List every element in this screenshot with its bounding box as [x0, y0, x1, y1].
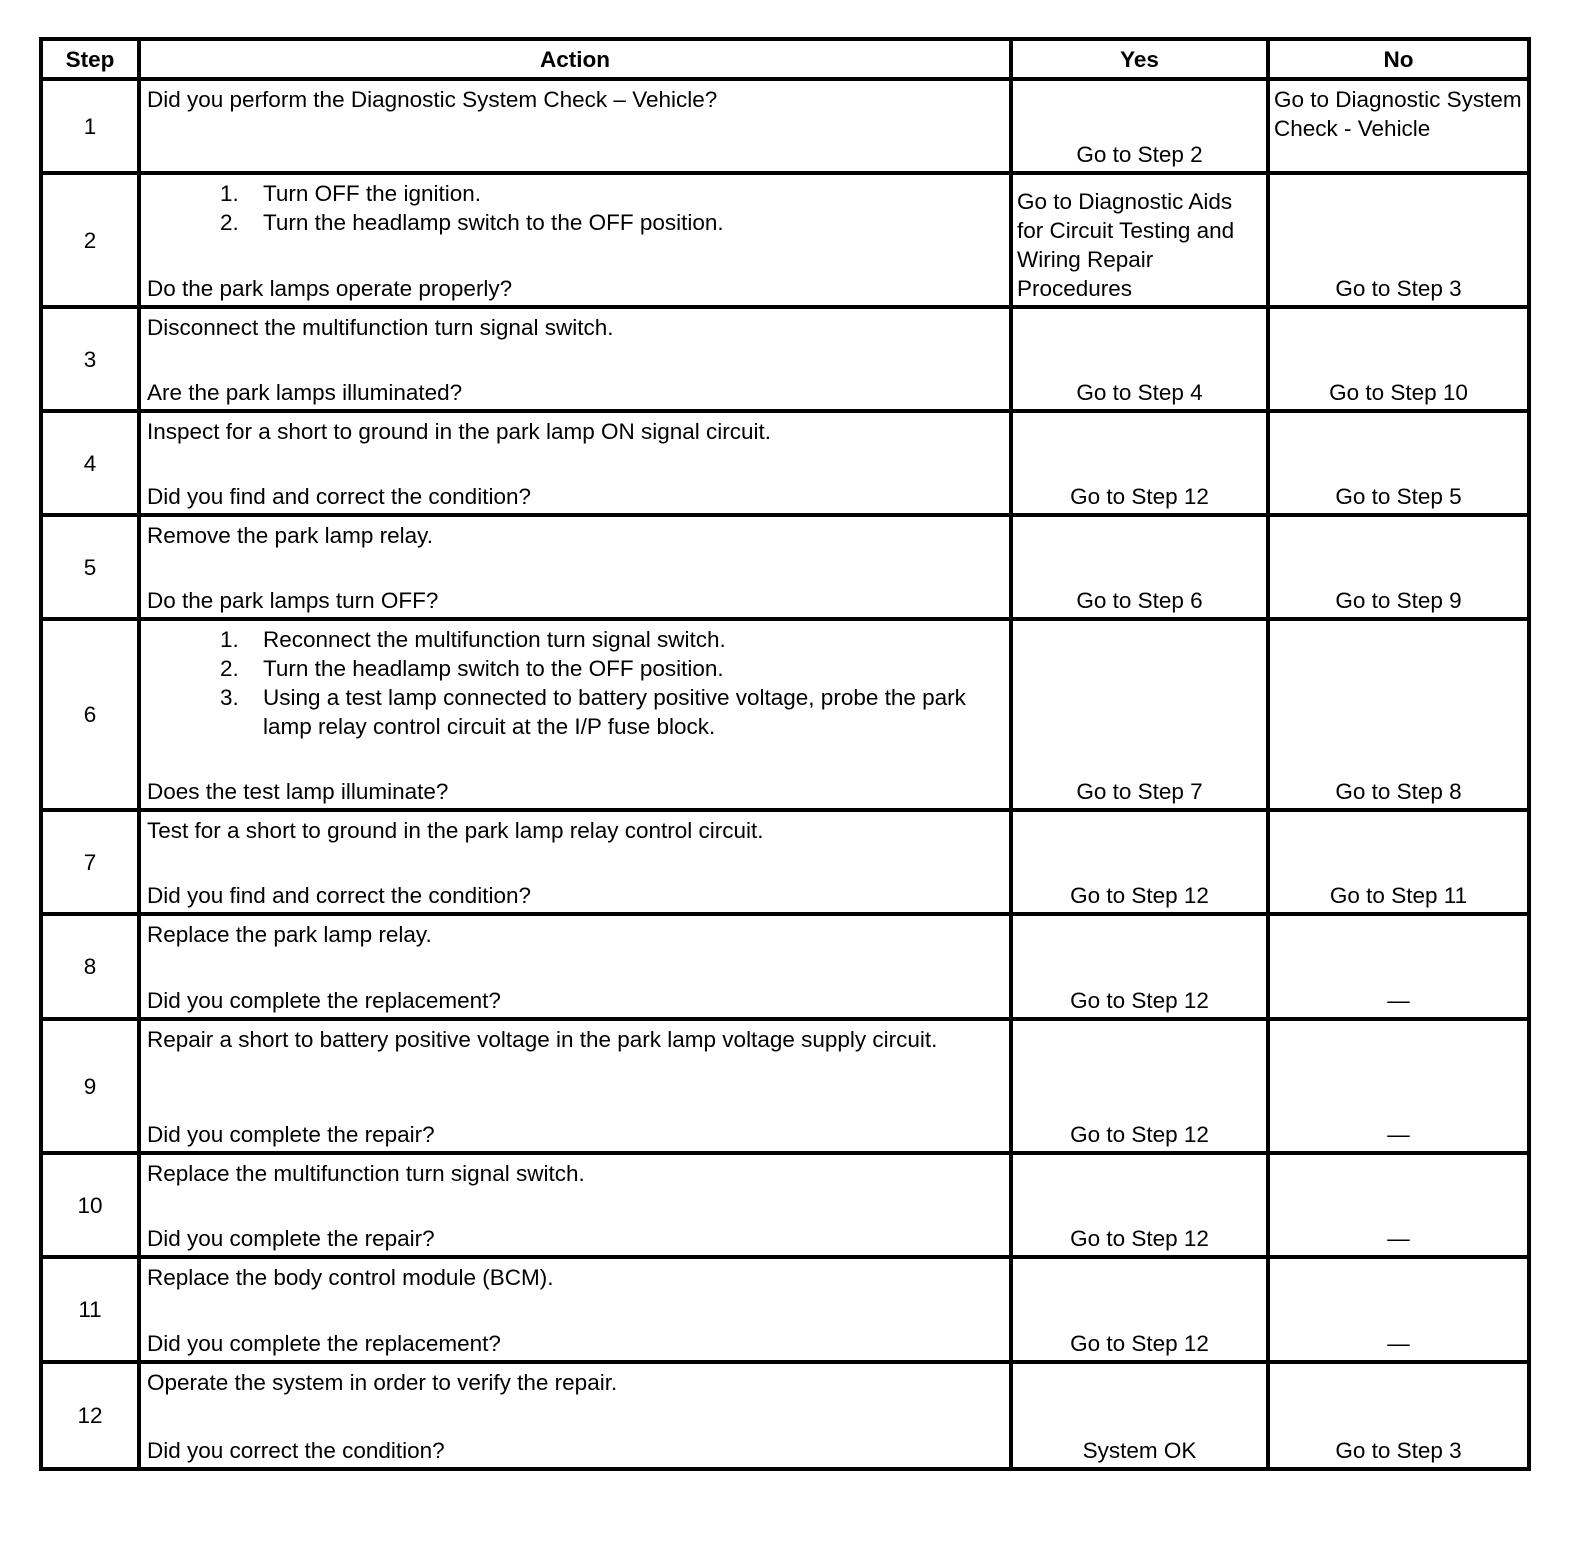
action-text: Disconnect the multifunction turn signal switch. — [147, 315, 614, 340]
action-instructions — [147, 313, 1003, 342]
table-row — [41, 1019, 1529, 1153]
action-instructions — [147, 521, 1003, 550]
no-result: Go to Step 9 — [1268, 515, 1529, 619]
step-number: 6 — [41, 619, 139, 810]
action-content — [147, 920, 1003, 1015]
action-content — [147, 313, 1003, 407]
yes-result: Go to Diagnostic Aids for Circuit Testing and Wiring Repair Procedures — [1011, 173, 1268, 307]
header-yes: Yes — [1011, 39, 1268, 79]
action-content — [147, 1025, 1003, 1149]
table-row — [41, 619, 1529, 810]
yes-result: Go to Step 12 — [1011, 914, 1268, 1019]
action-text: Test for a short to ground in the park lamp relay control circuit. — [147, 818, 764, 843]
action-cell — [139, 1019, 1011, 1153]
yes-result: Go to Step 2 — [1011, 79, 1268, 173]
action-instructions — [147, 417, 1003, 446]
step-number: 4 — [41, 411, 139, 515]
table-row — [41, 515, 1529, 619]
yes-result: Go to Step 12 — [1011, 411, 1268, 515]
action-question: Did you complete the repair? — [147, 1226, 435, 1251]
action-content — [147, 521, 1003, 615]
step-number: 8 — [41, 914, 139, 1019]
action-instructions — [147, 920, 1003, 949]
action-content — [147, 1263, 1003, 1358]
no-result: Go to Step 8 — [1268, 619, 1529, 810]
action-step-item: 2. Turn the headlamp switch to the OFF position. — [245, 654, 1003, 683]
action-text: Operate the system in order to verify the repair. — [147, 1370, 618, 1395]
action-question: Are the park lamps illuminated? — [147, 380, 463, 405]
action-step-item: 2. Turn the headlamp switch to the OFF position. — [245, 208, 1003, 237]
action-content — [147, 85, 1003, 169]
action-question: Do the park lamps operate properly? — [147, 276, 513, 301]
step-number: 2 — [41, 173, 139, 307]
action-instructions — [147, 1159, 1003, 1188]
action-content — [147, 417, 1003, 511]
action-question: Did you find and correct the condition? — [147, 484, 531, 509]
header-no: No — [1268, 39, 1529, 79]
no-result: — — [1268, 1019, 1529, 1153]
action-steps-list — [147, 625, 1003, 741]
yes-result: Go to Step 7 — [1011, 619, 1268, 810]
no-result: Go to Diagnostic System Check - Vehicle — [1268, 79, 1529, 173]
action-cell — [139, 914, 1011, 1019]
action-text: Inspect for a short to ground in the park lamp ON signal circuit. — [147, 419, 772, 444]
table-row — [41, 79, 1529, 173]
no-result: Go to Step 5 — [1268, 411, 1529, 515]
action-cell — [139, 619, 1011, 810]
action-text: Remove the park lamp relay. — [147, 523, 433, 548]
action-cell — [139, 1153, 1011, 1257]
action-cell — [139, 307, 1011, 411]
action-text: Replace the multifunction turn signal switch. — [147, 1161, 585, 1186]
action-instructions — [147, 625, 1003, 741]
no-result: Go to Step 3 — [1268, 173, 1529, 307]
yes-result: System OK — [1011, 1362, 1268, 1469]
action-instructions — [147, 816, 1003, 845]
no-result: — — [1268, 1257, 1529, 1362]
no-result: Go to Step 10 — [1268, 307, 1529, 411]
action-cell — [139, 1362, 1011, 1469]
table-row — [41, 914, 1529, 1019]
action-instructions — [147, 85, 1003, 114]
action-cell — [139, 810, 1011, 914]
action-step-item: 3. Using a test lamp connected to battery positive voltage, probe the park lamp relay control circuit at the I/P fuse block. — [245, 683, 1003, 741]
header-row — [41, 39, 1529, 79]
action-instructions — [147, 1263, 1003, 1292]
no-result: — — [1268, 1153, 1529, 1257]
table-row — [41, 173, 1529, 307]
table-row — [41, 1153, 1529, 1257]
step-number: 7 — [41, 810, 139, 914]
action-cell — [139, 1257, 1011, 1362]
action-text: Did you perform the Diagnostic System Check – Vehicle? — [147, 87, 718, 112]
table-row — [41, 411, 1529, 515]
action-question: Did you complete the repair? — [147, 1122, 435, 1147]
step-number: 3 — [41, 307, 139, 411]
step-number: 11 — [41, 1257, 139, 1362]
table-row — [41, 307, 1529, 411]
action-content — [147, 625, 1003, 806]
action-question: Did you complete the replacement? — [147, 988, 501, 1013]
yes-result: Go to Step 12 — [1011, 1019, 1268, 1153]
step-number: 12 — [41, 1362, 139, 1469]
step-number: 1 — [41, 79, 139, 173]
action-question: Does the test lamp illuminate? — [147, 779, 449, 804]
table-row — [41, 1257, 1529, 1362]
yes-result: Go to Step 6 — [1011, 515, 1268, 619]
action-instructions — [147, 1025, 1003, 1054]
action-question: Do the park lamps turn OFF? — [147, 588, 439, 613]
action-content — [147, 1159, 1003, 1253]
action-cell — [139, 411, 1011, 515]
action-cell — [139, 173, 1011, 307]
action-text: Replace the body control module (BCM). — [147, 1265, 554, 1290]
action-step-item: 1. Turn OFF the ignition. — [245, 179, 1003, 208]
yes-result: Go to Step 12 — [1011, 1257, 1268, 1362]
step-number: 9 — [41, 1019, 139, 1153]
action-cell — [139, 515, 1011, 619]
no-result: Go to Step 3 — [1268, 1362, 1529, 1469]
action-instructions — [147, 1368, 1003, 1397]
header-action: Action — [139, 39, 1011, 79]
no-result: — — [1268, 914, 1529, 1019]
table-row — [41, 810, 1529, 914]
action-step-item: 1. Reconnect the multifunction turn signal switch. — [245, 625, 1003, 654]
action-steps-list — [147, 179, 1003, 237]
yes-result: Go to Step 12 — [1011, 1153, 1268, 1257]
action-cell — [139, 79, 1011, 173]
action-content — [147, 1368, 1003, 1465]
step-number: 10 — [41, 1153, 139, 1257]
table-row — [41, 1362, 1529, 1469]
yes-result: Go to Step 12 — [1011, 810, 1268, 914]
action-text: Repair a short to battery positive voltage in the park lamp voltage supply circuit. — [147, 1027, 938, 1052]
action-instructions — [147, 179, 1003, 237]
action-content — [147, 179, 1003, 303]
step-number: 5 — [41, 515, 139, 619]
action-question: Did you complete the replacement? — [147, 1331, 501, 1356]
yes-result: Go to Step 4 — [1011, 307, 1268, 411]
diagnostic-table — [39, 37, 1531, 1471]
no-result: Go to Step 11 — [1268, 810, 1529, 914]
action-question: Did you correct the condition? — [147, 1438, 445, 1463]
action-question: Did you find and correct the condition? — [147, 883, 531, 908]
header-step: Step — [41, 39, 139, 79]
action-text: Replace the park lamp relay. — [147, 922, 432, 947]
action-content — [147, 816, 1003, 910]
